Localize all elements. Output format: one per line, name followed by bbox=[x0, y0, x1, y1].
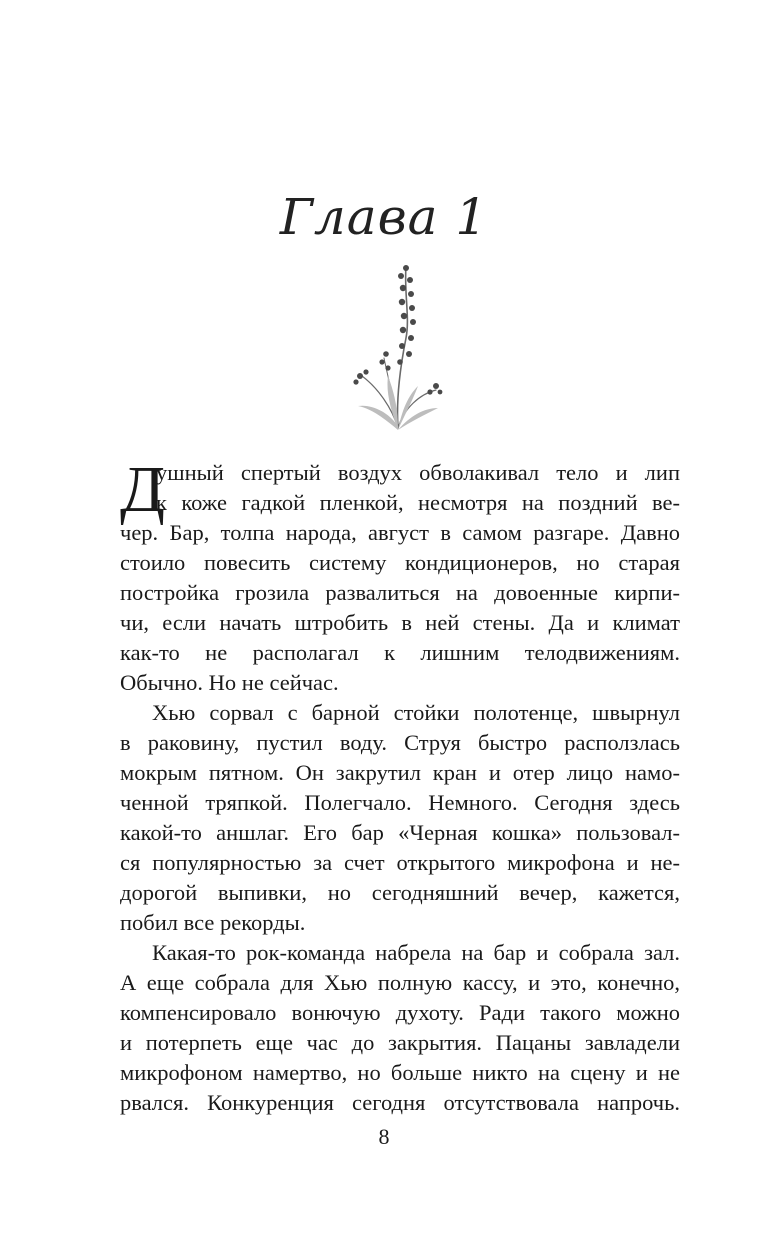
drop-cap: Д bbox=[120, 453, 166, 526]
text-line: мокрым пятном. Он закрутил кран и отер лицо намо- bbox=[120, 760, 680, 785]
paragraph-2 bbox=[120, 698, 680, 938]
text-line: чи, если начать штробить в ней стены. Да и климат bbox=[120, 610, 680, 635]
text-line: побил все рекорды. bbox=[120, 910, 306, 935]
text-line: какой-то аншлаг. Его бар «Черная кошка» пользовал- bbox=[120, 820, 680, 845]
text-line: А еще собрала для Хью полную кассу, и это, конечно, bbox=[120, 970, 680, 995]
text-line: чер. Бар, толпа народа, август в самом разгаре. Давно bbox=[120, 520, 680, 545]
text-line: постройка грозила развалиться на довоенные кирпи- bbox=[120, 580, 680, 605]
text-line: компенсировало вонючую духоту. Ради такого можно bbox=[120, 1000, 680, 1025]
text-line: дорогой выпивки, но сегодняшний вечер, кажется, bbox=[120, 880, 680, 905]
text-line: Какая-то рок-команда набрела на бар и собрала зал. bbox=[152, 940, 680, 965]
text-line: ченной тряпкой. Полегчало. Немного. Сегодня здесь bbox=[120, 790, 680, 815]
paragraph-3 bbox=[120, 938, 680, 1118]
lavender-sprig-icon bbox=[340, 258, 450, 433]
text-line: Обычно. Но не сейчас. bbox=[120, 670, 339, 695]
paragraph-1 bbox=[120, 453, 680, 698]
text-line: и потерпеть еще час до закрытия. Пацаны завладели bbox=[120, 1030, 680, 1055]
text-line: ушный спертый воздух обволакивал тело и лип bbox=[156, 460, 680, 485]
text-line: к коже гадкой пленкой, несмотря на поздний ве- bbox=[156, 490, 680, 515]
text-line: Хью сорвал с барной стойки полотенце, швырнул bbox=[152, 700, 680, 725]
page-number: 8 bbox=[378, 1124, 390, 1149]
chapter-title: Глава 1 bbox=[279, 188, 489, 246]
text-line: микрофоном намертво, но больше никто на сцену и не bbox=[120, 1060, 680, 1085]
text-line: как-то не располагал к лишним телодвижениям. bbox=[120, 640, 680, 665]
text-line: в раковину, пустил воду. Струя быстро расползлась bbox=[120, 730, 680, 755]
text-line: рвался. Конкуренция сегодня отсутствовала напрочь. bbox=[120, 1090, 680, 1115]
text-line: ся популярностью за счет открытого микрофона и не- bbox=[120, 850, 680, 875]
chapter-body bbox=[120, 453, 680, 1118]
text-line: стоило повесить систему кондиционеров, но старая bbox=[120, 550, 680, 575]
